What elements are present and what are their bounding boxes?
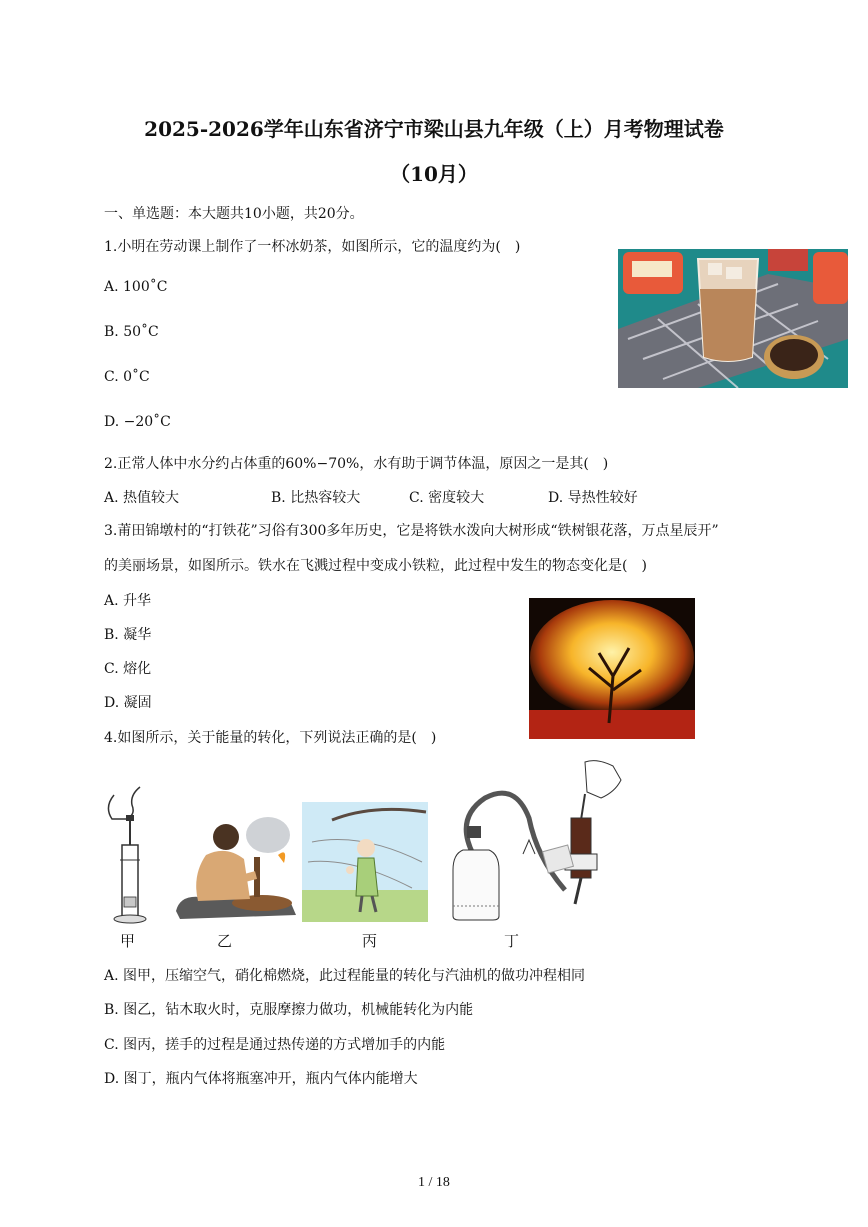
q4-stem: 4.如图所示，关于能量的转化，下列说法正确的是( ) (104, 730, 437, 746)
exam-subtitle: （10月） (390, 162, 478, 186)
iron-flower-photo (529, 598, 695, 739)
q4-option-a: A. 图甲，压缩空气，硝化棉燃烧，此过程能量的转化与汽油机的做功冲程相同 (104, 968, 586, 984)
q1-option-d: D. −20˚C (104, 414, 171, 430)
q3-option-c: C. 熔化 (104, 661, 152, 677)
q1-option-a: A. 100˚C (104, 279, 168, 295)
q1-option-b: B. 50˚C (104, 324, 159, 340)
exam-title: 2025-2026学年山东省济宁市梁山县九年级（上）月考物理试卷 (144, 117, 724, 141)
q3-stem-line1: 3.莆田锦墩村的“打铁花”习俗有300多年历史，它是将铁水泼向大树形成“铁树银花落，万点星辰开” (104, 523, 719, 539)
q3-option-b: B. 凝华 (104, 627, 152, 643)
figure-label-ding: 丁 (504, 932, 520, 950)
milk-tea-photo (618, 249, 848, 388)
q2-option-d: D. 导热性较好 (548, 490, 638, 506)
q4-option-d: D. 图丁，瓶内气体将瓶塞冲开，瓶内气体内能增大 (104, 1071, 418, 1087)
figure-bing-rubbing-hands (302, 802, 428, 922)
figure-label-jia: 甲 (120, 932, 136, 950)
q2-stem: 2.正常人体中水分约占体重的60%−70%，水有助于调节体温，原因之一是其( ) (104, 456, 609, 472)
q4-option-c: C. 图丙，搓手的过程是通过热传递的方式增加手的内能 (104, 1037, 446, 1053)
figure-label-yi: 乙 (217, 932, 233, 950)
figure-yi-drilling-wood (170, 815, 298, 923)
figure-ding-bottle-pump (445, 758, 630, 928)
section-heading: 一、单选题：本大题共10小题，共20分。 (104, 206, 364, 222)
q2-option-b: B. 比热容较大 (271, 490, 361, 506)
q3-stem-line2: 的美丽场景，如图所示。铁水在飞溅过程中变成小铁粒，此过程中发生的物态变化是( ) (104, 558, 647, 574)
q2-option-c: C. 密度较大 (409, 490, 485, 506)
q3-option-d: D. 凝固 (104, 695, 152, 711)
q1-stem: 1.小明在劳动课上制作了一杯冰奶茶，如图所示，它的温度约为( ) (104, 239, 521, 255)
q1-option-c: C. 0˚C (104, 369, 150, 385)
q2-option-a: A. 热值较大 (104, 490, 180, 506)
q4-option-b: B. 图乙，钻木取火时，克服摩擦力做功，机械能转化为内能 (104, 1002, 474, 1018)
figure-jia-compression-tube (100, 785, 160, 925)
figure-label-bing: 丙 (362, 932, 378, 950)
q3-option-a: A. 升华 (104, 593, 152, 609)
page-number: 1 / 18 (418, 1175, 450, 1190)
